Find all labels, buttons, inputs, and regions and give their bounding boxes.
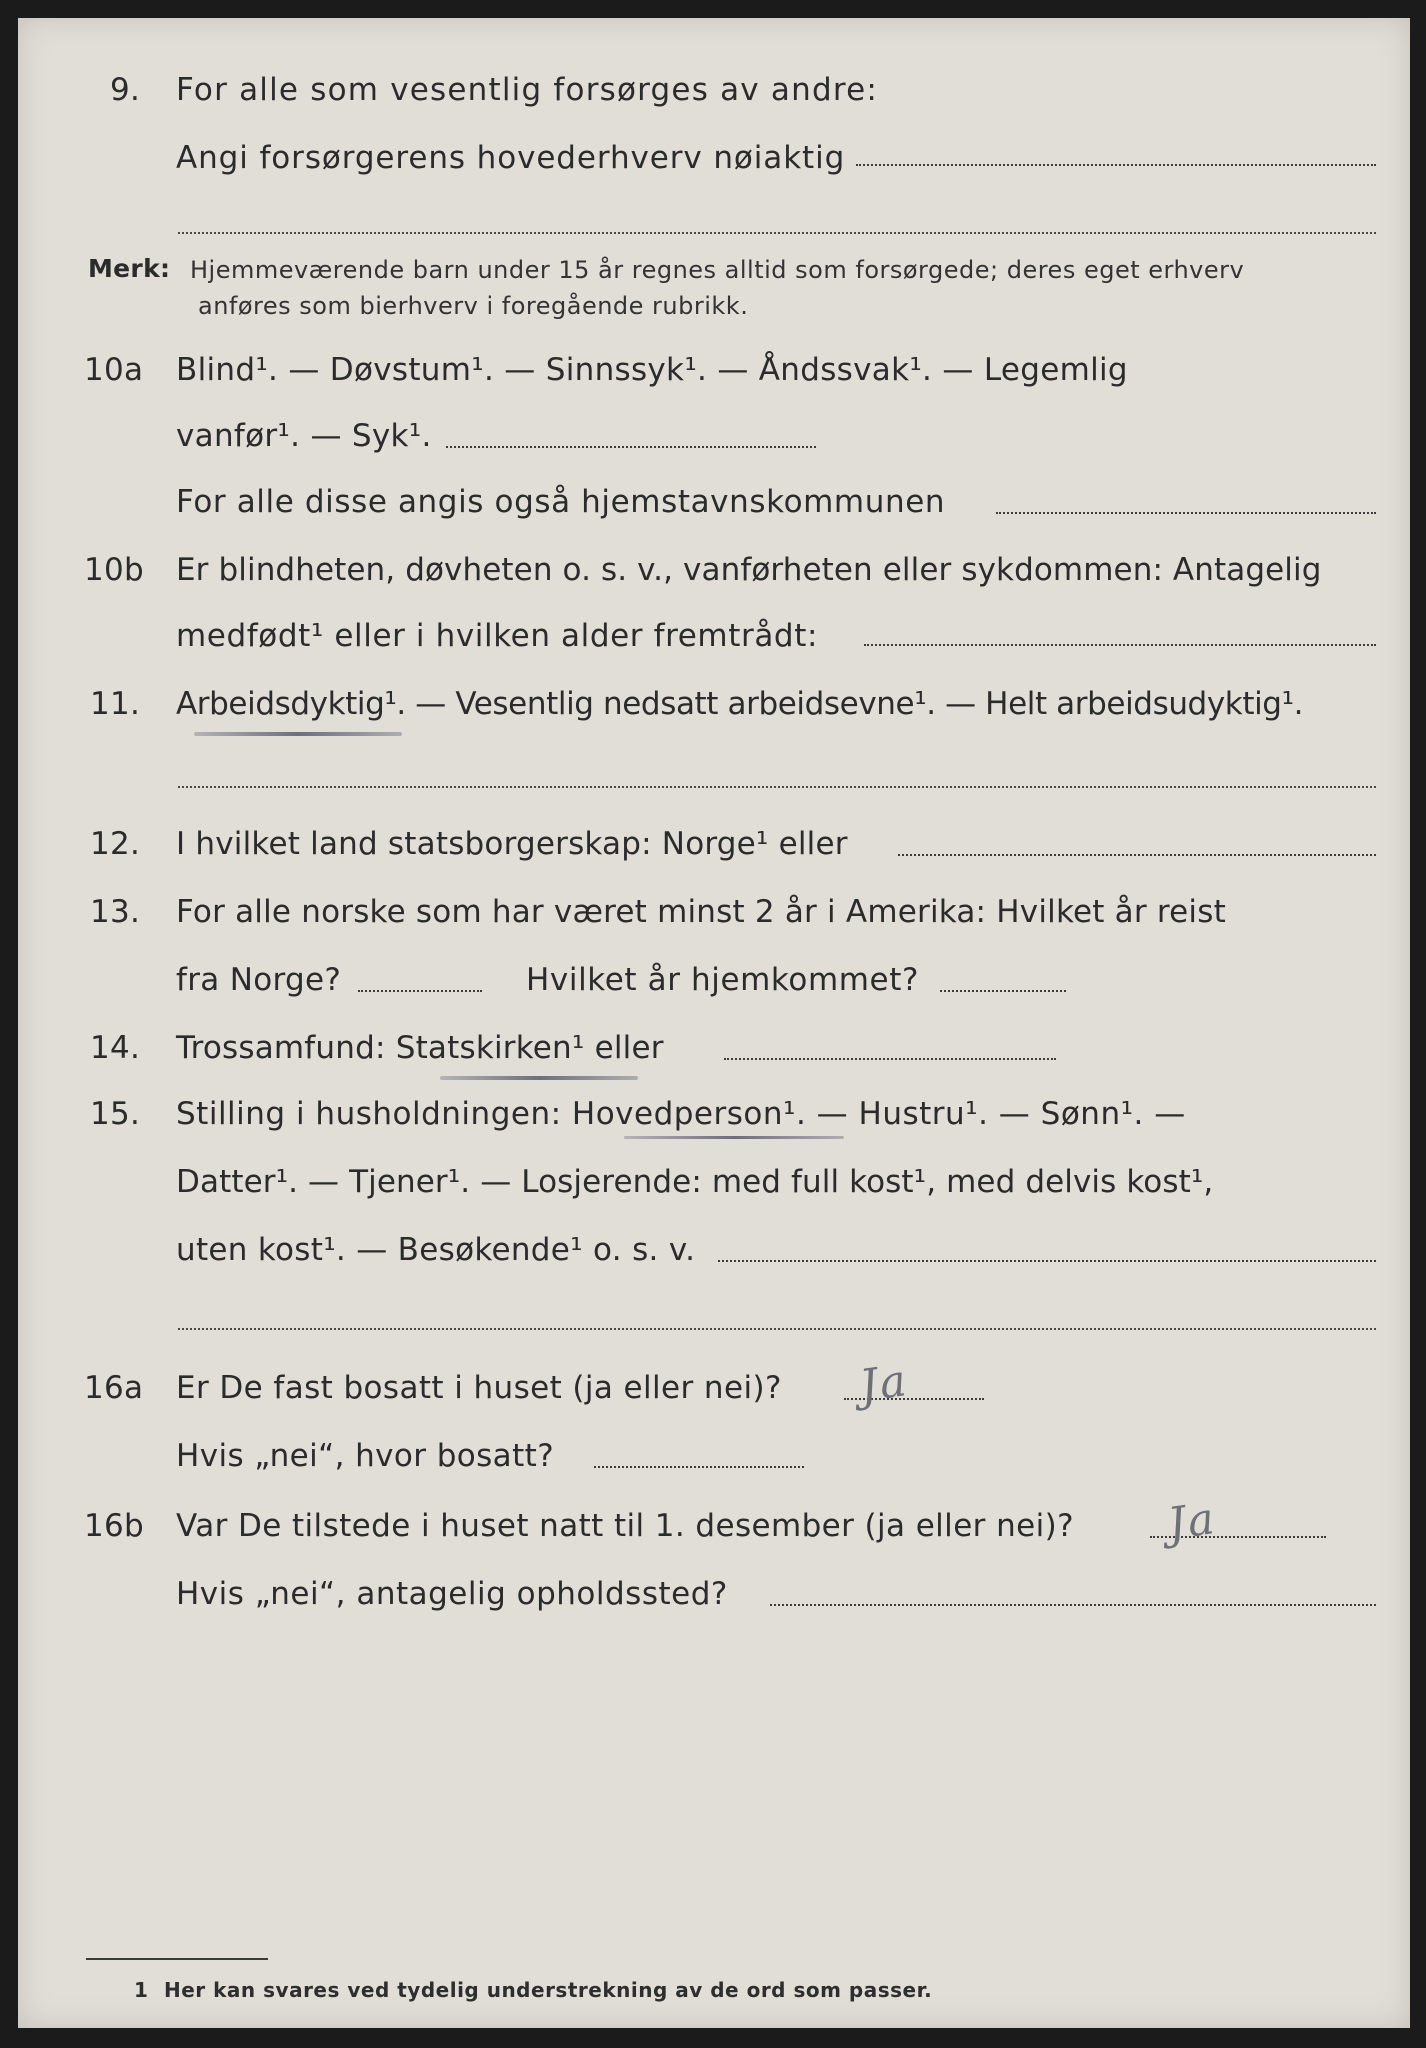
q16a-line1: Er De fast bosatt i huset (ja eller nei)?	[176, 1370, 782, 1406]
q12-line1: I hvilket land statsborgerskap: Norge¹ eller	[176, 826, 848, 862]
q15-answer-line	[718, 1260, 1376, 1262]
q14-underline-statskirken	[440, 1076, 638, 1080]
q10a-line2: vanfør¹. — Syk¹.	[176, 418, 432, 454]
q12-answer-line	[898, 854, 1376, 856]
merk-label: Merk:	[88, 254, 171, 283]
q15-number: 15.	[90, 1096, 141, 1132]
q16a-handwritten-answer: Ja	[856, 1354, 912, 1413]
q13-number: 13.	[90, 894, 141, 930]
q10a-number: 10a	[84, 352, 144, 388]
footnote-text: Her kan svares ved tydelig understrekning av de ord som passer.	[164, 1978, 933, 2002]
footnote-divider	[86, 1958, 268, 1960]
q16b-opholdssted-line	[770, 1604, 1376, 1606]
q13-line2b: Hvilket år hjemkommet?	[526, 962, 920, 998]
q10b-number: 10b	[84, 552, 145, 588]
q16b-line2: Hvis „nei“, antagelig opholdssted?	[176, 1576, 728, 1612]
q9-line1: For alle som vesentlig forsørges av andre:	[176, 72, 879, 108]
census-form-page	[18, 18, 1410, 2028]
q16a-number: 16a	[84, 1370, 144, 1406]
q11-underline-arbeidsdyktig	[194, 732, 402, 736]
q10a-answer-line	[446, 446, 816, 448]
q10b-answer-line	[864, 644, 1376, 646]
q10b-line1: Er blindheten, døvheten o. s. v., vanførheten eller sykdommen: Antagelig	[176, 552, 1322, 588]
q14-number: 14.	[90, 1030, 141, 1066]
q13-reist-line	[358, 990, 482, 992]
merk-line2: anføres som bierhverv i foregående rubrikk.	[198, 292, 749, 320]
q9-answer-line-2	[178, 232, 1376, 234]
q9-number: 9.	[110, 72, 141, 108]
q16b-handwritten-answer: Ja	[1164, 1492, 1220, 1551]
q10a-line1: Blind¹. — Døvstum¹. — Sinnssyk¹. — Åndssvak¹. — Legemlig	[176, 352, 1128, 388]
q15-line3: uten kost¹. — Besøkende¹ o. s. v.	[176, 1232, 696, 1268]
q12-number: 12.	[90, 826, 141, 862]
q15-line1: Stilling i husholdningen: Hovedperson¹. — Hustru¹. — Sønn¹. —	[176, 1096, 1186, 1132]
q16a-line2: Hvis „nei“, hvor bosatt?	[176, 1438, 555, 1474]
q9-answer-line	[856, 164, 1376, 166]
q15-answer-line-2	[178, 1328, 1376, 1330]
q10b-line2: medfødt¹ eller i hvilken alder fremtrådt:	[176, 618, 818, 654]
q14-line1: Trossamfund: Statskirken¹ eller	[176, 1030, 664, 1066]
q16b-line1: Var De tilstede i huset natt til 1. desember (ja eller nei)?	[176, 1508, 1074, 1544]
q15-underline-hovedperson	[624, 1136, 844, 1139]
footnote-mark: 1	[134, 1978, 149, 2002]
q13-hjemkommet-line	[940, 990, 1066, 992]
q11-line1: Arbeidsdyktig¹. — Vesentlig nedsatt arbeidsevne¹. — Helt arbeidsudyktig¹.	[176, 686, 1304, 722]
q9-line2: Angi forsørgerens hovederhverv nøiaktig	[176, 140, 846, 176]
q13-line1: For alle norske som har været minst 2 år i Amerika: Hvilket år reist	[176, 894, 1226, 930]
q11-number: 11.	[90, 686, 141, 722]
q10a-line3: For alle disse angis også hjemstavnskommunen	[176, 484, 946, 520]
q15-line2: Datter¹. — Tjener¹. — Losjerende: med full kost¹, med delvis kost¹,	[176, 1164, 1214, 1200]
merk-line1: Hjemmeværende barn under 15 år regnes alltid som forsørgede; deres eget erhverv	[190, 256, 1245, 284]
q16b-number: 16b	[84, 1508, 145, 1544]
q16a-bosatt-line	[594, 1466, 804, 1468]
q13-line2a: fra Norge?	[176, 962, 342, 998]
q11-answer-line	[178, 786, 1376, 788]
q14-answer-line	[724, 1058, 1056, 1060]
q10a-kommune-line	[996, 512, 1376, 514]
